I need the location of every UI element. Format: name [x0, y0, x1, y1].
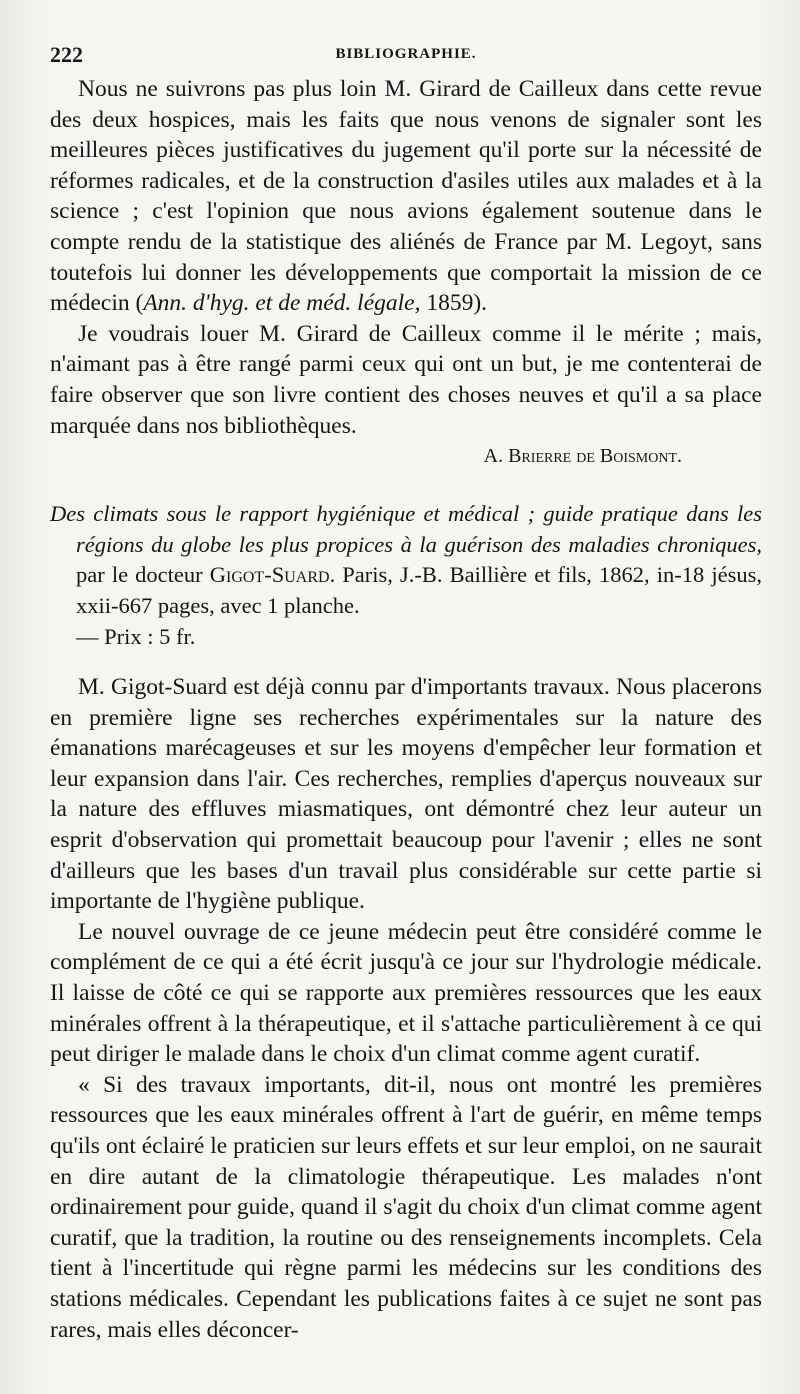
- author-signature: A. Brierre de Boismont.: [483, 445, 682, 468]
- spacer: [50, 652, 762, 672]
- citation-text: par le docteur: [76, 562, 210, 588]
- paragraph-body-1: M. Gigot-Suard est déjà connu par d'importants travaux. Nous placerons en première ligne ses recherches expérimentales sur la nature des émanations marécageuses et sur les moyens d'empêcher leur formation et leur expansion dans l'air. Ces recherches, remplies d'aperçus nouveaux sur la nature des effluves miasmatiques, ont démontré chez leur auteur un esprit d'observation qui promettait beaucoup pour l'avenir ; elles ne sont d'ailleurs que les bases d'un travail plus considérable sur cette partie si importante de l'hygiène publique.: [50, 674, 762, 915]
- book-author: Gigot-Suard: [209, 562, 330, 588]
- paragraph-body-2: Le nouvel ouvrage de ce jeune médecin peut être considéré comme le complément de ce qui a été écrit jusqu'à ce jour sur l'hydrologie médicale. Il laisse de côté ce qui se rapporte aux premières ressources que les eaux minérales offrent à la thérapeutique, et il s'attache particulièrement à ce qui peut diriger le malade dans le choix d'un climat comme agent curatif.: [50, 918, 762, 1068]
- running-head: [50, 40, 762, 74]
- paragraph-text: Nous ne suivrons pas plus loin M. Girard de Cailleux dans cette revue des deux hospices, mais les faits que nous venons de signaler sont les meilleures pièces justificatives du jugement qu'il porte sur la nécessité de réformes radicales, et de la construction d'asiles utiles aux malades et à la science ; c'est l'opinion que nous avions également soutenue dans le compte rendu de la statistique des aliénés de France par M. Legoyt, sans toutefois lui donner les développements que comportait la mission de ce médecin (: [50, 76, 762, 317]
- page-number: 222: [50, 42, 83, 67]
- book-citation: [50, 499, 762, 621]
- book-title: Des climats sous le rapport hygiénique et médical ; guide pratique dans les régions du globe les plus propices à la guérison des maladies chroniques,: [50, 501, 762, 557]
- paragraph-text-end: 1859).: [420, 290, 488, 317]
- paragraph-closing: Je voudrais louer M. Girard de Cailleux comme il le mérite ; mais, n'aimant pas à être rangé parmi ceux qui ont un but, je me contenterai de faire observer que son livre contient des choses neuves et qu'il a sa place marquée dans nos bibliothèques.: [50, 320, 762, 439]
- book-price: — Prix : 5 fr.: [76, 623, 196, 649]
- paragraph-girard-review: [50, 74, 762, 319]
- running-title: BIBLIOGRAPHIE.: [335, 46, 477, 62]
- publisher-info: . Paris, J.-B. Baillière et fils, 1862, in-18 jésus, xxii-667 pages, avec 1 planche.: [76, 562, 762, 618]
- journal-reference: Ann. d'hyg. et de méd. légale,: [143, 290, 421, 317]
- paragraph-body-3: « Si des travaux importants, dit-il, nous ont montré les premières ressources que les eaux minérales offrent à l'art de guérir, en même temps qu'ils ont éclairé le praticien sur leurs effets et sur leur emploi, on ne saurait en dire autant de la climatologie thérapeutique. Les malades n'ont ordinairement pour guide, quand il s'agit du choix d'un climat comme agent curatif, que la tradition, la routine ou des renseignements incomplets. Cela tient à l'incertitude qui règne parmi les médecins sur les conditions des stations médicales. Cependant les publications faites à ce sujet ne sont pas rares, mais elles déconcer-: [50, 1071, 762, 1343]
